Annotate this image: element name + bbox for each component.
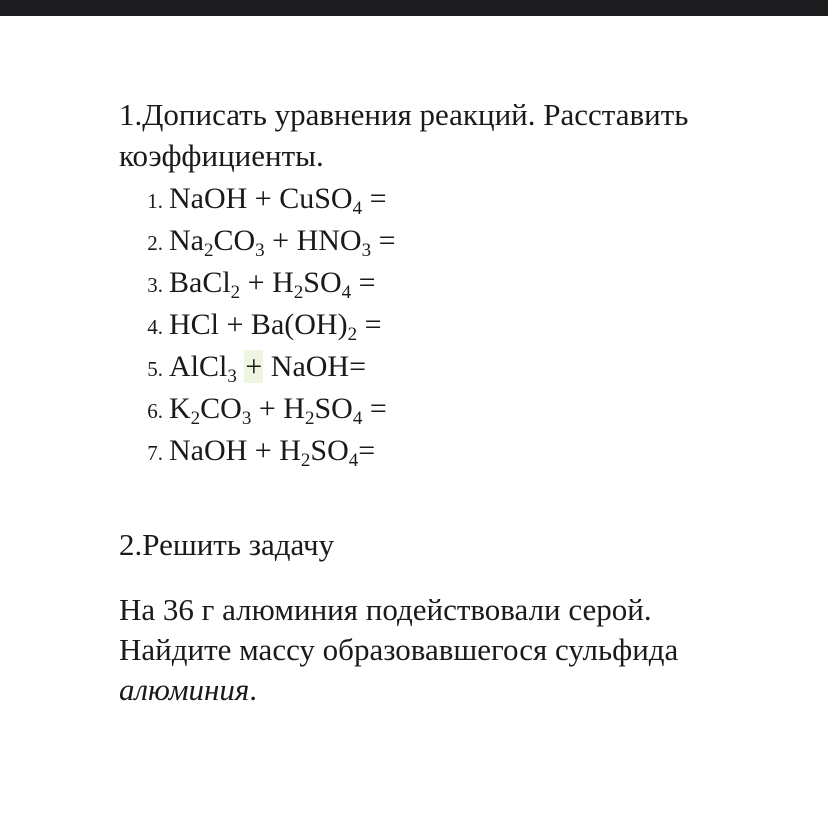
equation-6 <box>119 388 799 430</box>
task2-heading: 2.Решить задачу <box>119 527 335 562</box>
equation-number: 6. <box>147 399 163 423</box>
equation-number: 5. <box>147 357 163 381</box>
problem-line-3: алюминия. <box>119 672 258 707</box>
equation-number: 2. <box>147 231 163 255</box>
equation-text: $Na_2CO_3 + HNO_3$ = <box>169 224 396 261</box>
equation-text: NaOH + CuSO$_4$ = <box>169 182 387 219</box>
equation-2 <box>119 220 799 262</box>
problem-text <box>119 590 809 710</box>
equation-1 <box>119 178 799 220</box>
highlighted-plus: + <box>245 350 263 383</box>
equation-5 <box>119 346 799 388</box>
equation-text: $K_2CO_3 + H_2SO_4$ = <box>169 392 387 429</box>
equation-number: 3. <box>147 273 163 297</box>
problem-line-1: На 36 г алюминия подействовали серой. <box>119 592 652 627</box>
equation-list <box>119 178 799 472</box>
equation-7 <box>119 430 799 472</box>
task1-heading <box>119 94 799 176</box>
equation-text: NaOH + $H_2SO_4=$ <box>169 434 376 471</box>
equation-4 <box>119 304 799 346</box>
equation-text: HCl + $Ba(OH)_2$ = <box>169 308 382 345</box>
task1-section <box>119 94 799 472</box>
top-bar <box>0 0 828 16</box>
task1-heading-line2: коэффициенты. <box>119 138 324 173</box>
equation-3 <box>119 262 799 304</box>
task1-heading-line1: 1.Дописать уравнения реакций. Расставить <box>119 97 689 132</box>
problem-italic-word: алюминия <box>119 672 250 707</box>
problem-line-2: Найдите массу образовавшегося сульфида <box>119 632 679 667</box>
equation-number: 7. <box>147 441 163 465</box>
equation-text: AlCl$_3$ + NaOH= <box>169 350 367 387</box>
equation-number: 1. <box>147 189 163 213</box>
equation-number: 4. <box>147 315 163 339</box>
equation-text: BaCl$_2$ + $H_2SO_4$ = <box>169 266 376 303</box>
